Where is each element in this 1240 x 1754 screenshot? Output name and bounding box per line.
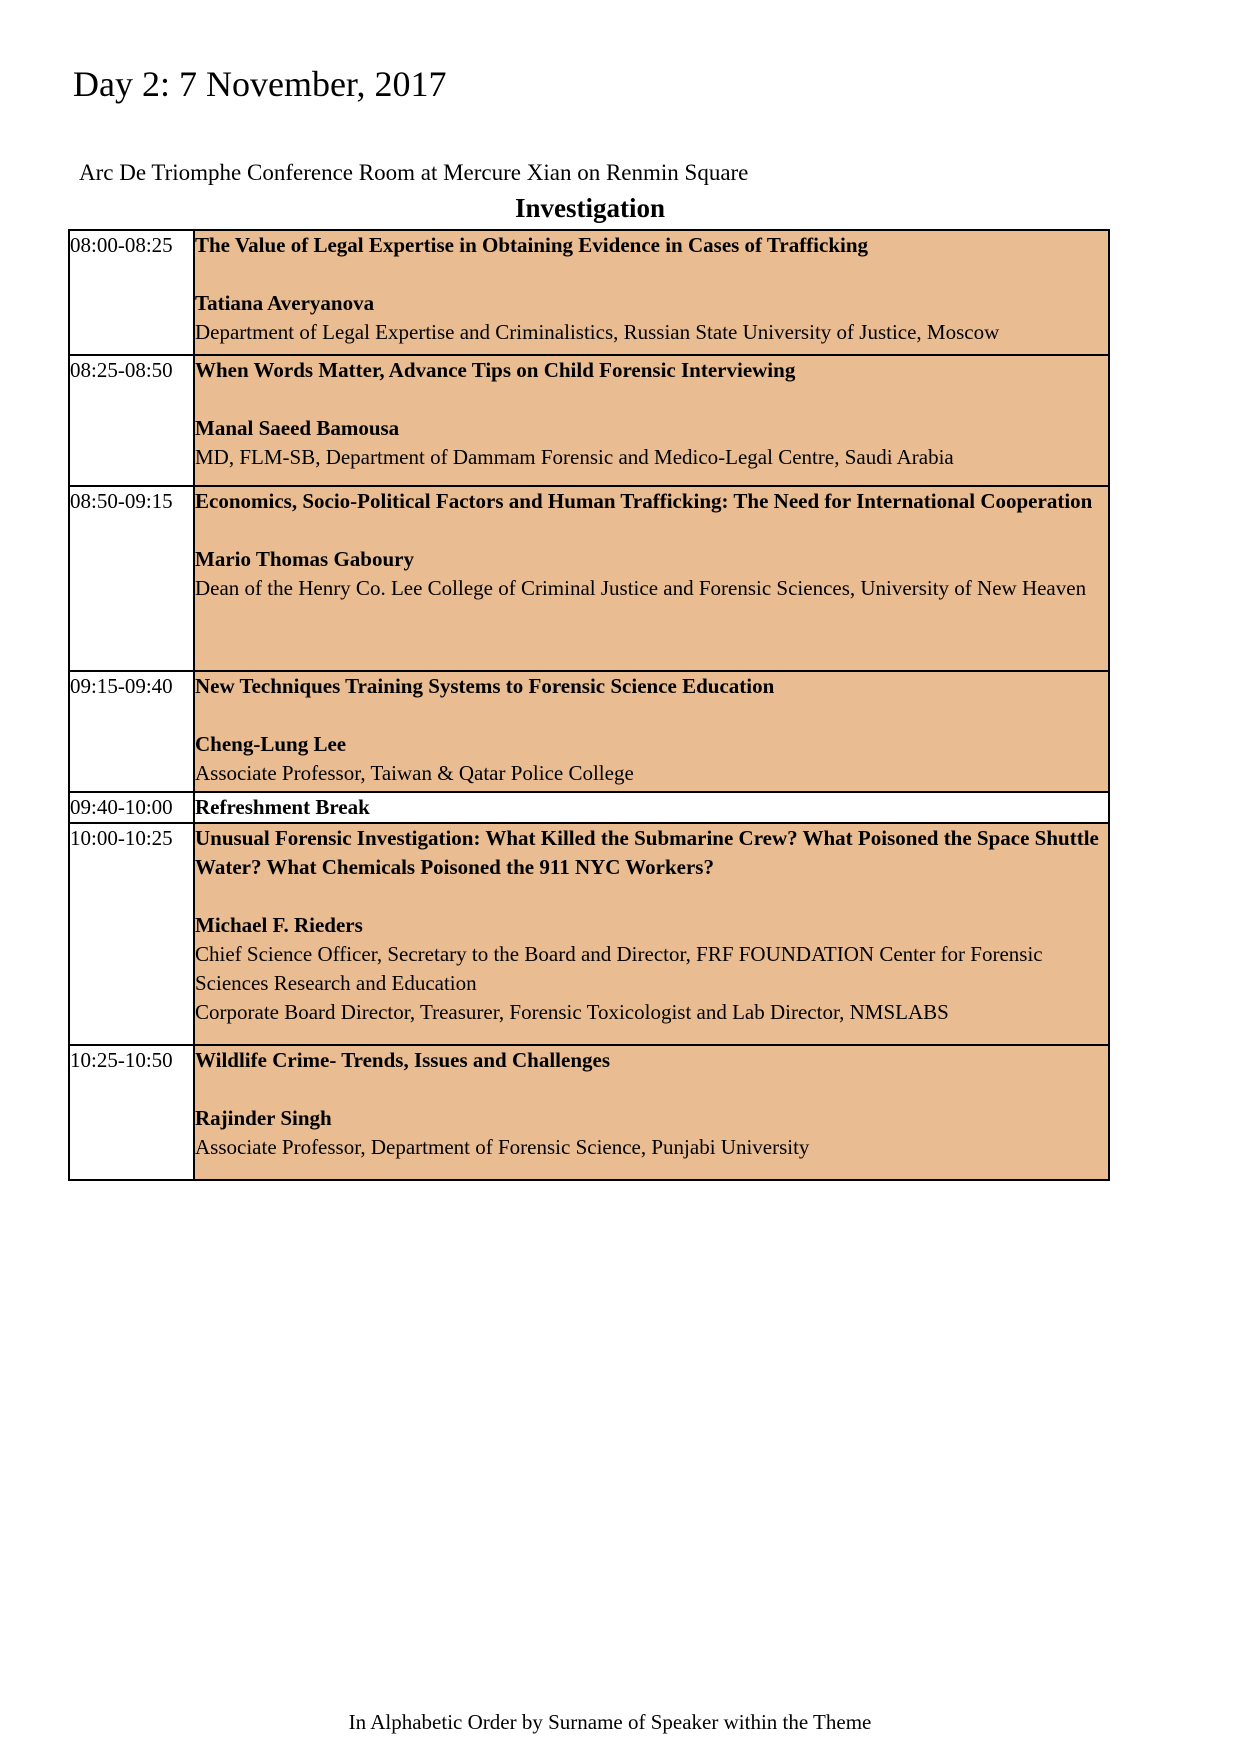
speaker-affiliation: Associate Professor, Department of Forensic Science, Punjabi University: [195, 1135, 810, 1159]
table-row: [69, 486, 1109, 671]
speaker-name: Mario Thomas Gaboury: [195, 547, 414, 571]
schedule-table: [68, 229, 1110, 1181]
footer-note: In Alphabetic Order by Surname of Speaker within the Theme: [348, 1710, 872, 1734]
table-row: [69, 355, 1109, 486]
talk-title: New Techniques Training Systems to Forensic Science Education: [195, 674, 775, 698]
session-time: 09:15-09:40: [69, 671, 194, 792]
speaker-affiliation: Corporate Board Director, Treasurer, Forensic Toxicologist and Lab Director, NMSLABS: [195, 1000, 949, 1024]
day-title: Day 2: 7 November, 2017: [73, 64, 447, 104]
speaker-affiliation: Chief Science Officer, Secretary to the Board and Director, FRF FOUNDATION Center for Forensic Sciences Research and Education: [195, 942, 1043, 995]
speaker-name: Rajinder Singh: [195, 1106, 332, 1130]
talk-title: Wildlife Crime- Trends, Issues and Challenges: [195, 1048, 610, 1072]
session-cell: [194, 823, 1109, 1045]
session-time: 10:00-10:25: [69, 823, 194, 1045]
table-row: [69, 823, 1109, 1045]
speaker-affiliation: MD, FLM-SB, Department of Dammam Forensic and Medico-Legal Centre, Saudi Arabia: [195, 445, 954, 469]
table-row: [69, 230, 1109, 355]
speaker-name: Tatiana Averyanova: [195, 291, 375, 315]
talk-title: When Words Matter, Advance Tips on Child Forensic Interviewing: [195, 358, 796, 382]
session-cell: [194, 671, 1109, 792]
speaker-name: Cheng-Lung Lee: [195, 732, 347, 756]
session-cell: [194, 355, 1109, 486]
talk-title: The Value of Legal Expertise in Obtaining Evidence in Cases of Trafficking: [195, 233, 869, 257]
speaker-affiliation: Dean of the Henry Co. Lee College of Criminal Justice and Forensic Sciences, University of New Heaven: [195, 576, 1087, 600]
table-row: [69, 792, 1109, 823]
talk-title: Economics, Socio-Political Factors and Human Trafficking: The Need for International Cooperation: [195, 489, 1093, 513]
speaker-affiliation: Associate Professor, Taiwan & Qatar Police College: [195, 761, 634, 785]
talk-title: Unusual Forensic Investigation: What Killed the Submarine Crew? What Poisoned the Space Shuttle Water? What Chemicals Poisoned the 911 NYC Workers?: [195, 826, 1099, 879]
table-row: [69, 1045, 1109, 1180]
speaker-name: Manal Saeed Bamousa: [195, 416, 400, 440]
session-time: 08:50-09:15: [69, 486, 194, 671]
theme-heading: Investigation: [514, 193, 666, 223]
session-cell: [194, 1045, 1109, 1180]
session-time: 10:25-10:50: [69, 1045, 194, 1180]
table-row: [69, 671, 1109, 792]
speaker-name: Michael F. Rieders: [195, 913, 363, 937]
session-cell: [194, 486, 1109, 671]
session-time: 08:25-08:50: [69, 355, 194, 486]
break-cell: [194, 792, 1109, 823]
session-cell: [194, 230, 1109, 355]
break-label: Refreshment Break: [195, 795, 370, 819]
venue-line: Arc De Triomphe Conference Room at Mercure Xian on Renmin Square: [79, 160, 749, 185]
session-time: 08:00-08:25: [69, 230, 194, 355]
speaker-affiliation: Department of Legal Expertise and Criminalistics, Russian State University of Justice, Moscow: [195, 320, 1000, 344]
session-time: 09:40-10:00: [69, 792, 194, 823]
